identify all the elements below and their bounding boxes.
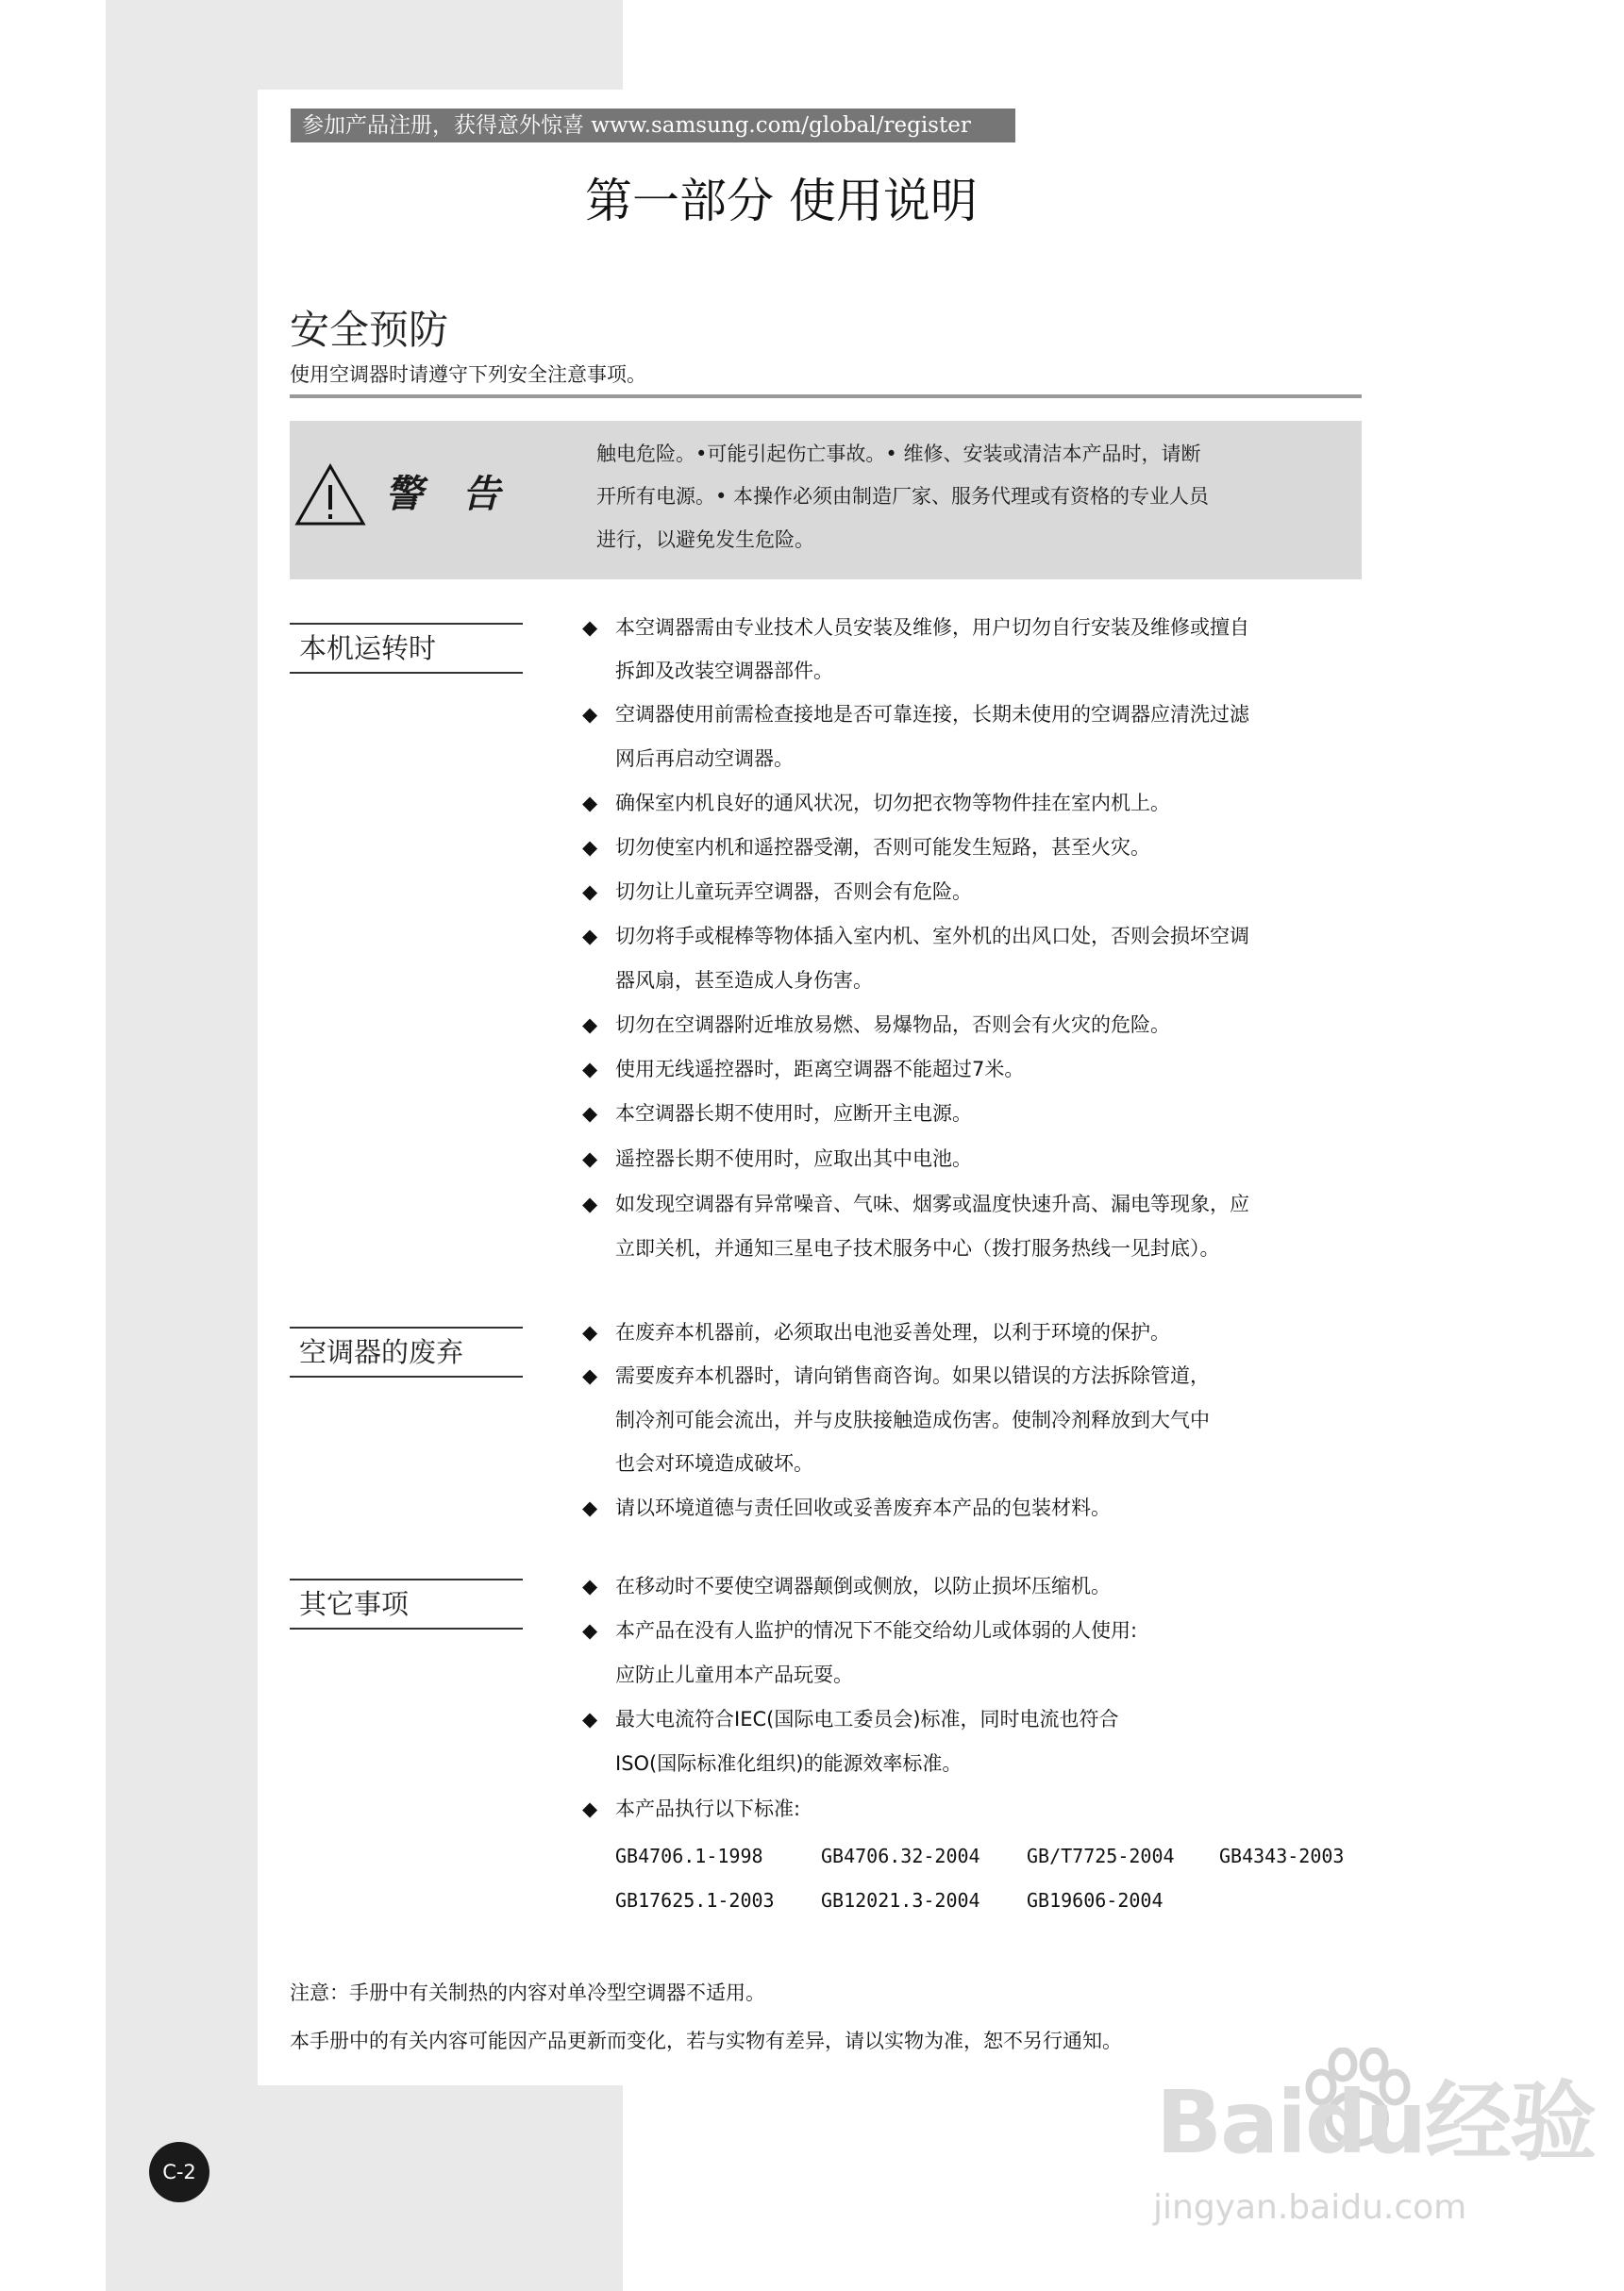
bullet-icon: ◆ <box>582 1321 598 1344</box>
list-item-line: 也会对环境造成破坏。 <box>615 1452 813 1475</box>
list-item-line: 切勿使室内机和遥控器受潮，否则可能发生短路，甚至火灾。 <box>615 836 1150 859</box>
bullet-icon: ◆ <box>582 1619 598 1642</box>
warning-text-line: 进行，以避免发生危险。 <box>596 528 814 551</box>
bullet-icon: ◆ <box>582 1102 598 1125</box>
list-item-line: 本空调器需由专业技术人员安装及维修，用户切勿自行安装及维修或擅自 <box>615 616 1249 639</box>
note-line: 本手册中的有关内容可能因产品更新而变化，若与实物有差异，请以实物为准，恕不另行通知。 <box>290 2030 1122 2052</box>
page-sheet <box>258 90 1491 2085</box>
list-item-line: 本产品执行以下标准: <box>615 1798 801 1820</box>
list-item-line: 器风扇，甚至造成人身伤害。 <box>615 969 873 992</box>
list-item-line: 切勿让儿童玩弄空调器，否则会有危险。 <box>615 880 972 903</box>
bullet-icon: ◆ <box>582 1708 598 1731</box>
bullet-icon: ◆ <box>582 616 598 639</box>
list-item-line: 制冷剂可能会流出，并与皮肤接触造成伤害。使制冷剂释放到大气中 <box>615 1409 1210 1431</box>
category-label-operation: 本机运转时 <box>290 623 523 674</box>
standard-code: GB4706.32-2004 <box>821 1845 980 1867</box>
category-label-disposal: 空调器的废弃 <box>290 1327 523 1378</box>
page-number-badge: C-2 <box>149 2142 209 2202</box>
list-item-line: ISO(国际标准化组织)的能源效率标准。 <box>615 1752 963 1775</box>
list-item-line: 网后再启动空调器。 <box>615 747 794 770</box>
section-subtitle: 使用空调器时请遵守下列安全注意事项。 <box>290 363 646 386</box>
section-divider <box>290 394 1362 398</box>
bullet-icon: ◆ <box>582 925 598 947</box>
list-item-line: 请以环境道德与责任回收或妥善废弃本产品的包装材料。 <box>615 1497 1111 1519</box>
bullet-icon: ◆ <box>582 1497 598 1519</box>
bullet-icon: ◆ <box>582 792 598 814</box>
section-title: 安全预防 <box>290 307 449 353</box>
list-item-line: 切勿在空调器附近堆放易燃、易爆物品，否则会有火灾的危险。 <box>615 1013 1170 1036</box>
standard-code: GB12021.3-2004 <box>821 1889 980 1912</box>
list-item-line: 切勿将手或棍棒等物体插入室内机、室外机的出风口处，否则会损坏空调 <box>615 925 1249 947</box>
list-item-line: 最大电流符合IEC(国际电工委员会)标准，同时电流也符合 <box>615 1708 1119 1731</box>
warning-text-line: 触电危险。•可能引起伤亡事故。• 维修、安装或清洁本产品时，请断 <box>596 443 1201 465</box>
list-item-line: 在废弃本机器前，必须取出电池妥善处理，以利于环境的保护。 <box>615 1321 1170 1344</box>
bullet-icon: ◆ <box>582 1058 598 1080</box>
list-item-line: 在移动时不要使空调器颠倒或侧放，以防止损坏压缩机。 <box>615 1575 1111 1597</box>
bullet-icon: ◆ <box>582 1147 598 1170</box>
list-item-line: 本空调器长期不使用时，应断开主电源。 <box>615 1102 972 1125</box>
bullet-icon: ◆ <box>582 1193 598 1215</box>
warning-text-line: 开所有电源。• 本操作必须由制造厂家、服务代理或有资格的专业人员 <box>596 485 1210 508</box>
warning-triangle-icon <box>294 462 366 527</box>
register-banner[interactable]: 参加产品注册，获得意外惊喜 www.samsung.com/global/register <box>291 109 1015 142</box>
bullet-icon: ◆ <box>582 836 598 859</box>
standard-code: GB4706.1-1998 <box>615 1845 763 1867</box>
list-item-line: 应防止儿童用本产品玩耍。 <box>615 1664 853 1686</box>
part-title: 第一部分 使用说明 <box>585 174 978 228</box>
list-item-line: 遥控器长期不使用时，应取出其中电池。 <box>615 1147 972 1170</box>
standard-code: GB/T7725-2004 <box>1027 1845 1175 1867</box>
list-item-line: 确保室内机良好的通风状况，切勿把衣物等物件挂在室内机上。 <box>615 792 1170 814</box>
standard-code: GB19606-2004 <box>1027 1889 1164 1912</box>
bullet-icon: ◆ <box>582 880 598 903</box>
list-item-line: 如发现空调器有异常噪音、气味、烟雾或温度快速升高、漏电等现象，应 <box>615 1193 1249 1215</box>
bullet-icon: ◆ <box>582 1798 598 1820</box>
standard-code: GB17625.1-2003 <box>615 1889 775 1912</box>
warning-label: 警 告 <box>385 473 513 516</box>
standard-code: GB4343-2003 <box>1219 1845 1345 1867</box>
list-item-line: 拆卸及改装空调器部件。 <box>615 660 833 682</box>
watermark-brand: Baidu经验 <box>1156 2072 1596 2173</box>
category-label-other: 其它事项 <box>290 1579 523 1630</box>
list-item-line: 需要废弃本机器时，请向销售商咨询。如果以错误的方法拆除管道， <box>615 1364 1210 1387</box>
bullet-icon: ◆ <box>582 1575 598 1597</box>
bullet-icon: ◆ <box>582 703 598 726</box>
note-line: 注意：手册中有关制热的内容对单冷型空调器不适用。 <box>290 1982 765 2004</box>
list-item-line: 空调器使用前需检查接地是否可靠连接，长期未使用的空调器应清洗过滤 <box>615 703 1249 726</box>
list-item-line: 使用无线遥控器时，距离空调器不能超过7米。 <box>615 1058 1025 1080</box>
bullet-icon: ◆ <box>582 1364 598 1387</box>
list-item-line: 本产品在没有人监护的情况下不能交给幼儿或体弱的人使用: <box>615 1619 1138 1642</box>
watermark-url: jingyan.baidu.com <box>1153 2188 1467 2227</box>
list-item-line: 立即关机，并通知三星电子技术服务中心（拨打服务热线一见封底）。 <box>615 1237 1220 1260</box>
bullet-icon: ◆ <box>582 1013 598 1036</box>
